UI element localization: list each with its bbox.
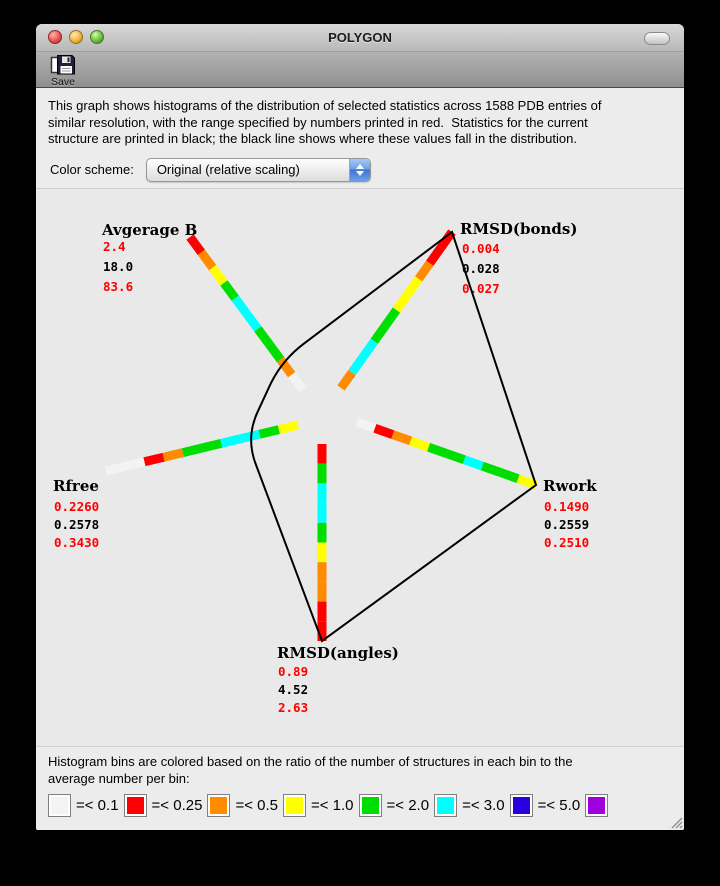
histogram-bin-segment bbox=[260, 430, 279, 435]
legend-color-swatch bbox=[207, 794, 230, 817]
zoom-button[interactable] bbox=[90, 30, 104, 44]
save-floppy-icon bbox=[50, 53, 76, 76]
histogram-bin-segment bbox=[411, 441, 429, 447]
axis-title: Rwork bbox=[543, 477, 597, 495]
histogram-bin-segment bbox=[224, 283, 235, 298]
legend-bin-label: =< 3.0 bbox=[462, 797, 505, 814]
description-line-3: structure are printed in black; the black line shows where these values fall in the distribution. bbox=[48, 131, 577, 146]
histogram-bin-segment bbox=[235, 298, 246, 313]
color-scheme-select[interactable] bbox=[146, 158, 371, 182]
histogram-bin-segment bbox=[352, 357, 363, 373]
histogram-bin-segment bbox=[482, 466, 500, 472]
axis-current-value: 0.2559 bbox=[544, 517, 590, 532]
histogram-bin-segment bbox=[430, 248, 441, 264]
histogram-bin-segment bbox=[385, 310, 396, 326]
legend-bins bbox=[48, 794, 672, 817]
axis-title: Avgerage B bbox=[102, 221, 198, 239]
axis-current-value: 0.2578 bbox=[54, 517, 100, 532]
axis-title: RMSD(angles) bbox=[277, 644, 399, 662]
legend-bin bbox=[585, 794, 608, 817]
resize-grip[interactable] bbox=[669, 815, 683, 829]
legend-panel bbox=[36, 746, 684, 830]
histogram-bin-segment bbox=[500, 472, 518, 478]
histogram-bin-segment bbox=[363, 341, 374, 357]
legend-bin-label: =< 5.0 bbox=[537, 797, 581, 814]
axis-range-value: 0.027 bbox=[462, 281, 500, 296]
axis-range-value: 0.3430 bbox=[54, 535, 100, 550]
histogram-bin-segment bbox=[164, 453, 183, 458]
legend-bin-label: =< 0.5 bbox=[235, 797, 278, 814]
window-title: POLYGON bbox=[328, 30, 392, 45]
white-bin-color bbox=[51, 797, 68, 814]
histogram-bin-segment bbox=[279, 425, 298, 430]
histogram-bin-segment bbox=[221, 439, 240, 444]
legend-line-2: average number per bin: bbox=[48, 770, 190, 786]
plot-area bbox=[36, 188, 684, 746]
legend-bin bbox=[434, 794, 505, 817]
color-scheme-value: Original (relative scaling) bbox=[156, 162, 300, 177]
axis-current-value: 18.0 bbox=[103, 259, 134, 274]
axis-range-value: 2.63 bbox=[278, 700, 309, 715]
legend-color-swatch bbox=[510, 794, 533, 817]
histogram-bin-segment bbox=[408, 279, 419, 295]
histogram-bin-segment bbox=[374, 326, 385, 342]
histogram-bin-segment bbox=[464, 460, 482, 466]
axis-current-value: 4.52 bbox=[278, 682, 309, 697]
axis-current-value: 0.028 bbox=[462, 261, 500, 276]
toolbar bbox=[36, 52, 684, 88]
histogram-bin-segment bbox=[419, 263, 430, 279]
close-button[interactable] bbox=[48, 30, 62, 44]
histogram-bin-segment bbox=[247, 314, 258, 329]
legend-bin-label: =< 0.1 bbox=[76, 797, 119, 814]
axis-range-value: 0.89 bbox=[278, 664, 309, 679]
legend-bin bbox=[48, 794, 119, 817]
axis-range-value: 2.4 bbox=[103, 239, 126, 254]
orange-bin-color bbox=[210, 797, 227, 814]
legend-bin-label: =< 0.25 bbox=[151, 797, 203, 814]
radar-histogram-chart bbox=[36, 189, 684, 747]
axis-range-value: 83.6 bbox=[103, 279, 134, 294]
legend-bin-label: =< 2.0 bbox=[386, 797, 430, 814]
histogram-bin-segment bbox=[240, 434, 259, 439]
histogram-bin-segment bbox=[393, 435, 411, 441]
minimize-button[interactable] bbox=[69, 30, 83, 44]
histogram-bin-segment bbox=[106, 466, 125, 471]
description-line-1: This graph shows histograms of the distribution of selected statistics across 1588 PDB entries of bbox=[48, 98, 602, 113]
histogram-bin-segment bbox=[292, 375, 303, 390]
polygon-window bbox=[36, 24, 684, 830]
legend-bin bbox=[283, 794, 354, 817]
legend-color-swatch bbox=[585, 794, 608, 817]
histogram-bin-segment bbox=[190, 237, 201, 252]
blue-bin-color bbox=[513, 797, 530, 814]
axis-title: Rfree bbox=[53, 477, 99, 495]
histogram-bin-segment bbox=[213, 268, 224, 283]
histogram-bin-segment bbox=[125, 462, 144, 467]
popup-arrows-icon bbox=[349, 159, 370, 181]
red-bin-color bbox=[127, 797, 144, 814]
histogram-bin-segment bbox=[183, 448, 202, 453]
histogram-bin-segment bbox=[144, 457, 163, 462]
save-button[interactable] bbox=[46, 53, 80, 88]
histogram-bin-segment bbox=[375, 428, 393, 434]
toolbar-toggle-button[interactable] bbox=[644, 32, 670, 45]
purple-bin-color bbox=[588, 797, 605, 814]
green-bin-color bbox=[362, 797, 379, 814]
titlebar[interactable] bbox=[36, 24, 684, 52]
axis-range-value: 0.2510 bbox=[544, 535, 590, 550]
histogram-bin-segment bbox=[201, 252, 212, 267]
description-line-2: similar resolution, with the range specified by numbers printed in red. Statistics for the current bbox=[48, 114, 588, 130]
histogram-bin-segment bbox=[397, 294, 408, 310]
histogram-bin-segment bbox=[202, 443, 221, 448]
histogram-bin-segment bbox=[429, 447, 447, 453]
histogram-bin-segment bbox=[269, 344, 280, 359]
histogram-bin-segment bbox=[341, 372, 352, 388]
axis-range-value: 0.2260 bbox=[54, 499, 100, 514]
legend-bin bbox=[510, 794, 581, 817]
legend-bin bbox=[359, 794, 430, 817]
axis-title: RMSD(bonds) bbox=[460, 220, 578, 238]
legend-color-swatch bbox=[359, 794, 382, 817]
legend-color-swatch bbox=[124, 794, 147, 817]
legend-color-swatch bbox=[434, 794, 457, 817]
axis-range-value: 0.1490 bbox=[544, 499, 590, 514]
legend-line-1: Histogram bins are colored based on the ratio of the number of structures in each bin to the bbox=[48, 754, 573, 769]
yellow-bin-color bbox=[286, 797, 303, 814]
save-label: Save bbox=[51, 76, 75, 88]
axis-range-value: 0.004 bbox=[462, 241, 500, 256]
legend-bin-label: =< 1.0 bbox=[310, 797, 354, 814]
description-panel bbox=[36, 88, 684, 188]
histogram-bin-segment bbox=[447, 454, 465, 460]
histogram-bin-segment bbox=[357, 422, 375, 428]
legend-color-swatch bbox=[48, 794, 71, 817]
legend-bin bbox=[124, 794, 203, 817]
legend-color-swatch bbox=[283, 794, 306, 817]
color-scheme-row bbox=[48, 158, 672, 182]
legend-bin bbox=[207, 794, 278, 817]
histogram-bin-segment bbox=[258, 329, 269, 344]
window-controls bbox=[48, 30, 104, 44]
cyan-bin-color bbox=[437, 797, 454, 814]
color-scheme-label: Color scheme: bbox=[50, 162, 134, 177]
